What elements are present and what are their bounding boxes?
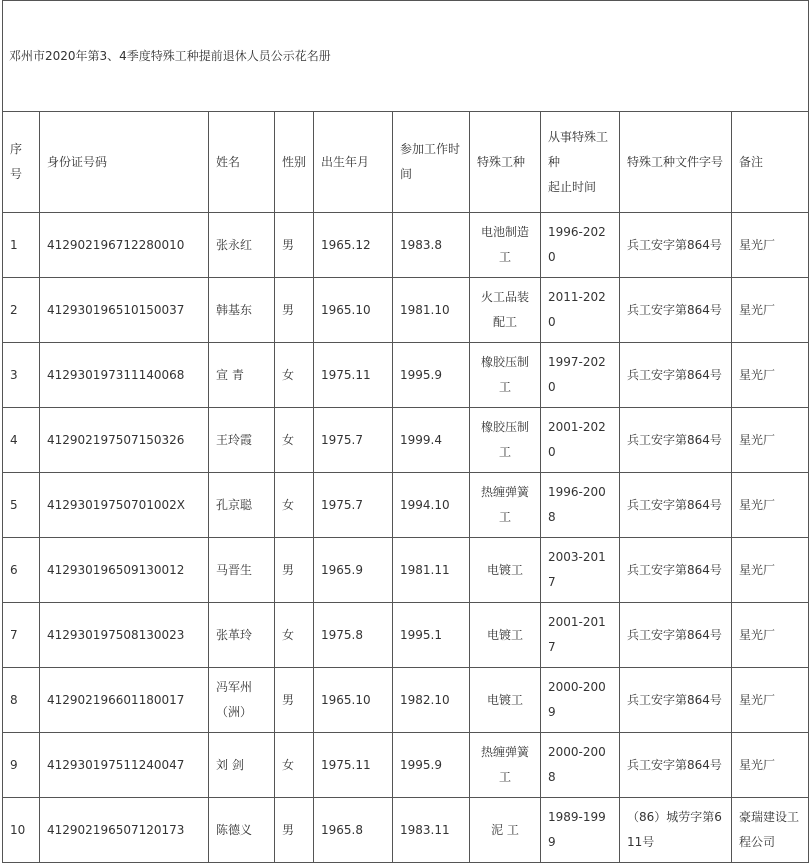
cell-birth: 1975.8 [314, 603, 393, 668]
table-row [3, 538, 809, 603]
cell-id: 41293019750701002X [40, 473, 209, 538]
cell-sex: 女 [275, 343, 314, 408]
cell-type: 橡胶压制工 [470, 343, 541, 408]
cell-name: 张革玲 [209, 603, 275, 668]
cell-type: 泥 工 [470, 798, 541, 863]
header-sex: 性别 [275, 112, 314, 213]
cell-note: 星光厂 [732, 538, 809, 603]
cell-no: 10 [3, 798, 40, 863]
cell-sex: 男 [275, 278, 314, 343]
cell-birth: 1975.11 [314, 733, 393, 798]
cell-work: 1995.9 [393, 343, 470, 408]
title-row [3, 1, 809, 112]
cell-no: 5 [3, 473, 40, 538]
cell-name: 冯军州（洲） [209, 668, 275, 733]
cell-no: 8 [3, 668, 40, 733]
cell-id: 412902197507150326 [40, 408, 209, 473]
cell-id: 412930197511240047 [40, 733, 209, 798]
cell-birth: 1975.11 [314, 343, 393, 408]
header-note: 备注 [732, 112, 809, 213]
cell-doc: 兵工安字第864号 [620, 733, 732, 798]
cell-period: 2011-2020 [541, 278, 620, 343]
cell-birth: 1975.7 [314, 473, 393, 538]
cell-work: 1995.9 [393, 733, 470, 798]
cell-name: 马晋生 [209, 538, 275, 603]
cell-work: 1982.10 [393, 668, 470, 733]
cell-name: 王玲霞 [209, 408, 275, 473]
cell-period: 2001-2020 [541, 408, 620, 473]
header-name: 姓名 [209, 112, 275, 213]
cell-period: 2001-2017 [541, 603, 620, 668]
table-title: 邓州市2020年第3、4季度特殊工种提前退休人员公示花名册 [3, 1, 809, 112]
cell-doc: 兵工安字第864号 [620, 668, 732, 733]
header-id: 身份证号码 [40, 112, 209, 213]
cell-sex: 女 [275, 733, 314, 798]
cell-doc: 兵工安字第864号 [620, 343, 732, 408]
cell-name: 刘 剑 [209, 733, 275, 798]
table-row [3, 278, 809, 343]
cell-period: 2000-2008 [541, 733, 620, 798]
cell-sex: 女 [275, 473, 314, 538]
cell-sex: 男 [275, 798, 314, 863]
cell-name: 张永红 [209, 213, 275, 278]
cell-type: 电镀工 [470, 538, 541, 603]
cell-no: 1 [3, 213, 40, 278]
cell-period: 1996-2008 [541, 473, 620, 538]
cell-no: 4 [3, 408, 40, 473]
cell-doc: 兵工安字第864号 [620, 473, 732, 538]
cell-type: 橡胶压制工 [470, 408, 541, 473]
cell-doc: 兵工安字第864号 [620, 213, 732, 278]
table-row [3, 213, 809, 278]
cell-type: 电镀工 [470, 603, 541, 668]
cell-work: 1983.8 [393, 213, 470, 278]
cell-note: 星光厂 [732, 343, 809, 408]
cell-work: 1981.11 [393, 538, 470, 603]
cell-work: 1995.1 [393, 603, 470, 668]
cell-type: 电池制造工 [470, 213, 541, 278]
cell-birth: 1965.10 [314, 278, 393, 343]
cell-type: 电镀工 [470, 668, 541, 733]
cell-no: 7 [3, 603, 40, 668]
cell-note: 星光厂 [732, 603, 809, 668]
cell-doc: 兵工安字第864号 [620, 538, 732, 603]
table-row [3, 408, 809, 473]
table-row [3, 473, 809, 538]
cell-name: 孔京聪 [209, 473, 275, 538]
cell-period: 2000-2009 [541, 668, 620, 733]
table-row [3, 733, 809, 798]
table-row [3, 343, 809, 408]
cell-period: 1997-2020 [541, 343, 620, 408]
cell-birth: 1965.10 [314, 668, 393, 733]
cell-id: 412902196712280010 [40, 213, 209, 278]
cell-id: 412930196509130012 [40, 538, 209, 603]
cell-note: 星光厂 [732, 668, 809, 733]
cell-type: 火工品装配工 [470, 278, 541, 343]
cell-doc: 兵工安字第864号 [620, 278, 732, 343]
cell-work: 1983.11 [393, 798, 470, 863]
cell-work: 1999.4 [393, 408, 470, 473]
header-doc: 特殊工种文件字号 [620, 112, 732, 213]
cell-doc: （86）城劳字第611号 [620, 798, 732, 863]
cell-work: 1981.10 [393, 278, 470, 343]
cell-birth: 1965.8 [314, 798, 393, 863]
header-work: 参加工作时间 [393, 112, 470, 213]
cell-doc: 兵工安字第864号 [620, 603, 732, 668]
cell-note: 星光厂 [732, 408, 809, 473]
header-row [3, 112, 809, 213]
cell-no: 3 [3, 343, 40, 408]
cell-name: 韩基东 [209, 278, 275, 343]
cell-period: 1989-1999 [541, 798, 620, 863]
table-row [3, 668, 809, 733]
cell-no: 6 [3, 538, 40, 603]
cell-type: 热缠弹簧工 [470, 733, 541, 798]
cell-id: 412902196601180017 [40, 668, 209, 733]
cell-note: 星光厂 [732, 733, 809, 798]
cell-note: 星光厂 [732, 473, 809, 538]
cell-sex: 男 [275, 538, 314, 603]
cell-doc: 兵工安字第864号 [620, 408, 732, 473]
cell-note: 豪瑞建设工程公司 [732, 798, 809, 863]
roster-table [2, 0, 809, 863]
header-no: 序号 [3, 112, 40, 213]
header-birth: 出生年月 [314, 112, 393, 213]
cell-sex: 男 [275, 668, 314, 733]
cell-name: 陈德义 [209, 798, 275, 863]
cell-type: 热缠弹簧工 [470, 473, 541, 538]
cell-id: 412930197311140068 [40, 343, 209, 408]
header-type: 特殊工种 [470, 112, 541, 213]
table-row [3, 603, 809, 668]
cell-sex: 男 [275, 213, 314, 278]
cell-id: 412902196507120173 [40, 798, 209, 863]
cell-note: 星光厂 [732, 213, 809, 278]
cell-no: 2 [3, 278, 40, 343]
table-row [3, 798, 809, 863]
cell-birth: 1965.12 [314, 213, 393, 278]
cell-no: 9 [3, 733, 40, 798]
cell-sex: 女 [275, 603, 314, 668]
cell-id: 412930197508130023 [40, 603, 209, 668]
cell-note: 星光厂 [732, 278, 809, 343]
cell-birth: 1965.9 [314, 538, 393, 603]
cell-sex: 女 [275, 408, 314, 473]
cell-period: 2003-2017 [541, 538, 620, 603]
header-period: 从事特殊工种 起止时间 [541, 112, 620, 213]
cell-work: 1994.10 [393, 473, 470, 538]
cell-birth: 1975.7 [314, 408, 393, 473]
cell-id: 412930196510150037 [40, 278, 209, 343]
cell-period: 1996-2020 [541, 213, 620, 278]
cell-name: 宣 青 [209, 343, 275, 408]
